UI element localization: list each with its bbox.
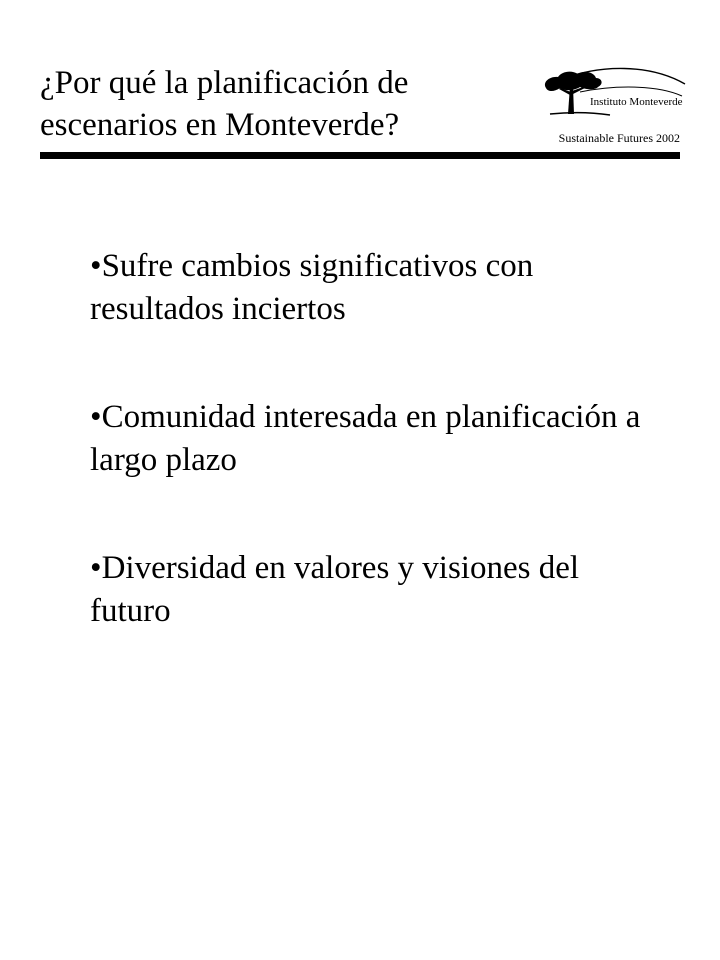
- logo-text: Instituto Monteverde: [590, 96, 683, 108]
- slide-title: [40, 62, 500, 146]
- bullet-text: Sufre cambios significativos con resultados inciertos: [90, 248, 534, 327]
- bullet-mark: •: [90, 399, 102, 435]
- slide-title-line-1: ¿Por qué la planificación de: [40, 65, 409, 101]
- bullet-item: [90, 245, 650, 331]
- bullet-item: [90, 396, 650, 482]
- tree-icon: [540, 62, 690, 124]
- bullet-text: Diversidad en valores y visiones del futuro: [90, 550, 580, 629]
- bullet-item: [90, 547, 650, 633]
- title-divider: [40, 152, 680, 159]
- instituto-monteverde-logo: [540, 62, 690, 124]
- bullet-text: Comunidad interesada en planificación a largo plazo: [90, 399, 641, 478]
- slide-title-line-2: escenarios en Monteverde?: [40, 107, 400, 143]
- bullet-list: [90, 245, 650, 698]
- bullet-mark: •: [90, 248, 102, 284]
- bullet-mark: •: [90, 550, 102, 586]
- caption: Sustainable Futures 2002: [558, 131, 680, 145]
